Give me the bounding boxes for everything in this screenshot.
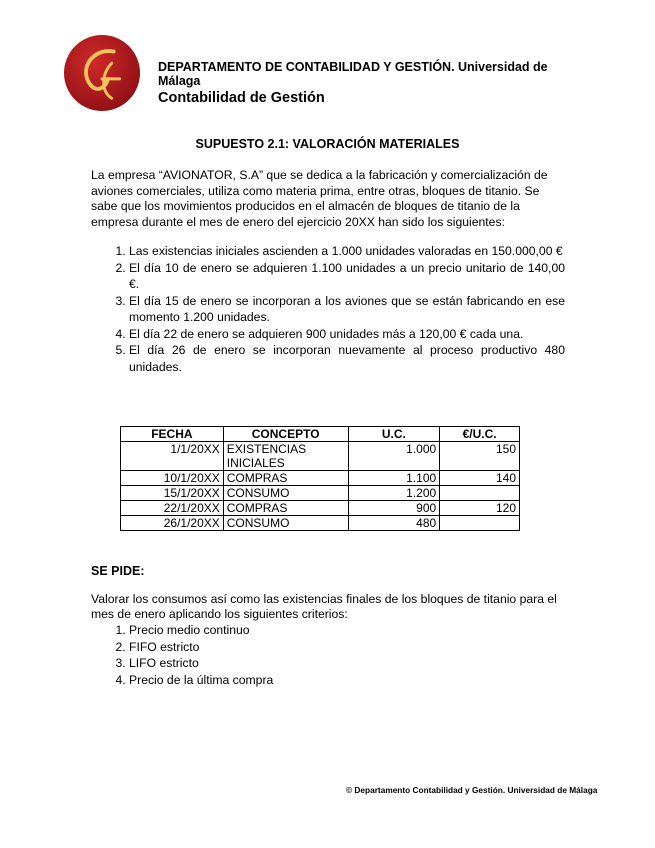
- list-item: 3. El día 15 de enero se incorporan a los aviones que se están fabricando en ese momento 1.200 unidades.: [129, 293, 565, 326]
- cell-concept: COMPRAS: [223, 501, 348, 516]
- cell-units: 1.200: [348, 486, 440, 501]
- cell-date: 1/1/20XX: [121, 442, 224, 471]
- header-uc: U.C.: [348, 427, 440, 442]
- criteria-list: [91, 622, 531, 688]
- department-heading: DEPARTAMENTO DE CONTABILIDAD Y GESTIÓN. Universidad de Málaga: [158, 60, 548, 88]
- cell-units: 1.100: [348, 471, 440, 486]
- cell-concept: EXISTENCIAS INICIALES: [223, 442, 348, 471]
- movements-table: [120, 426, 520, 531]
- header-eur-uc: €/U.C.: [440, 427, 520, 442]
- list-item: 1. Las existencias iniciales ascienden a 1.000 unidades valoradas en 150.000,00 €: [129, 243, 565, 260]
- movements-list: [91, 243, 565, 375]
- list-item: 3. LIFO estricto: [129, 655, 531, 672]
- cell-date: 15/1/20XX: [121, 486, 224, 501]
- exercise-title: SUPUESTO 2.1: VALORACIÓN MATERIALES: [195, 137, 460, 151]
- list-item: 2. FIFO estricto: [129, 639, 531, 656]
- cell-price: 120: [440, 501, 520, 516]
- cell-date: 26/1/20XX: [121, 516, 224, 531]
- cell-price: [440, 516, 520, 531]
- list-item: 1. Precio medio continuo: [129, 622, 531, 639]
- table-row: [121, 501, 520, 516]
- cell-units: 900: [348, 501, 440, 516]
- cell-concept: COMPRAS: [223, 471, 348, 486]
- header-fecha: FECHA: [121, 427, 224, 442]
- department-logo: [63, 34, 141, 112]
- task-paragraph: Valorar los consumos así como las existencias finales de los bloques de titanio para el mes de enero aplicando los siguientes criterios:: [91, 592, 557, 621]
- table-row: [121, 442, 520, 471]
- cell-concept: CONSUMO: [223, 486, 348, 501]
- footer-copyright: © Departamento Contabilidad y Gestión. Universidad de Málaga: [346, 785, 598, 795]
- cell-units: 1.000: [348, 442, 440, 471]
- se-pide-heading: SE PIDE:: [91, 564, 145, 578]
- header-concepto: CONCEPTO: [223, 427, 348, 442]
- intro-paragraph: La empresa “AVIONATOR, S.A” que se dedica a la fabricación y comercialización de aviones comerciales, utiliza como materia prima, entre otras, bloques de titanio. Se sabe que los movimientos producidos en el almacén de bloques de titanio de la empresa durante el mes de enero del ejercicio 20XX han sido los siguientes:: [91, 168, 548, 229]
- table-header-row: [121, 427, 520, 442]
- list-item: 4. El día 22 de enero se adquieren 900 unidades más a 120,00 € cada una.: [129, 326, 565, 343]
- cell-price: [440, 486, 520, 501]
- cell-price: 140: [440, 471, 520, 486]
- table-row: [121, 471, 520, 486]
- list-item: 4. Precio de la última compra: [129, 672, 531, 689]
- list-item: 5. El día 26 de enero se incorporan nuevamente al proceso productivo 480 unidades.: [129, 342, 565, 375]
- cell-date: 22/1/20XX: [121, 501, 224, 516]
- cell-price: 150: [440, 442, 520, 471]
- list-item: 2. El día 10 de enero se adquieren 1.100 unidades a un precio unitario de 140,00 €.: [129, 260, 565, 293]
- cell-units: 480: [348, 516, 440, 531]
- table-row: [121, 486, 520, 501]
- table-row: [121, 516, 520, 531]
- cell-concept: CONSUMO: [223, 516, 348, 531]
- cell-date: 10/1/20XX: [121, 471, 224, 486]
- subject-heading: Contabilidad de Gestión: [158, 90, 325, 106]
